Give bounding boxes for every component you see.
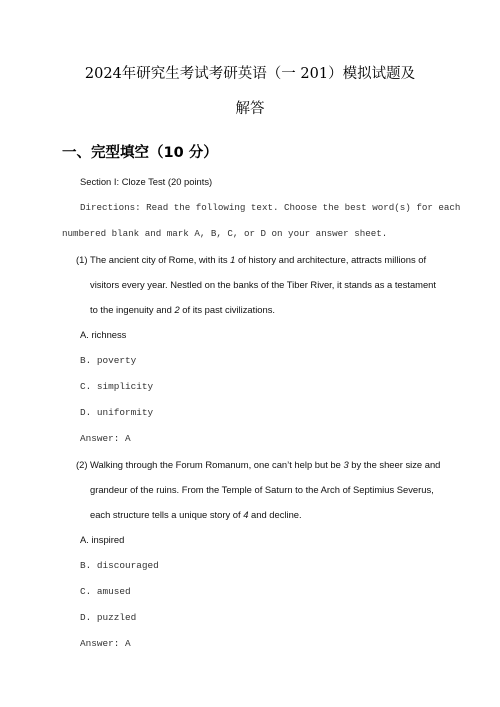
document-title: 2024年研究生考试考研英语（一 201）模拟试题及 — [84, 66, 416, 82]
option-a: A. inspired — [80, 534, 125, 545]
question-text-line-3: to the ingenuity and 2 of its past civilizations. — [90, 304, 276, 315]
document-title-continued: 解答 — [235, 101, 265, 117]
option-a: A. richness — [80, 329, 127, 340]
question-text-line-2: visitors every year. Nestled on the banks of the Tiber River, it stands as a testament — [90, 279, 436, 290]
blank-number: 4 — [243, 509, 249, 520]
blank-number: 1 — [230, 254, 236, 265]
option-b: B. discouraged — [80, 560, 159, 571]
question-text-line-3: each structure tells a unique story of 4 and decline. — [90, 509, 302, 520]
directions-line-1: Directions: Read the following text. Choose the best word(s) for each — [80, 202, 461, 213]
option-c: C. amused — [80, 586, 131, 597]
question-text-line-2: grandeur of the ruins. From the Temple of Saturn to the Arch of Septimius Severus, — [90, 484, 434, 495]
answer-line: Answer: A — [80, 433, 131, 444]
section-heading: 一、完型填空（10 分） — [62, 145, 218, 161]
blank-number: 3 — [343, 459, 349, 470]
option-d: D. puzzled — [80, 612, 137, 623]
answer-line: Answer: A — [80, 638, 131, 649]
question-number: (2) — [76, 459, 88, 470]
question-number: (1) — [76, 254, 88, 265]
directions-line-2: numbered blank and mark A, B, C, or D on your answer sheet. — [62, 228, 388, 239]
question-text-line-1: Walking through the Forum Romanum, one can’t help but be 3 by the sheer size and — [90, 459, 441, 470]
blank-number: 2 — [174, 304, 180, 315]
option-b: B. poverty — [80, 355, 137, 366]
option-d: D. uniformity — [80, 407, 154, 418]
section-label: Section I: Cloze Test (20 points) — [80, 176, 213, 187]
option-c: C. simplicity — [80, 381, 154, 392]
question-text-line-1: The ancient city of Rome, with its 1 of history and architecture, attracts millions of — [90, 254, 427, 265]
